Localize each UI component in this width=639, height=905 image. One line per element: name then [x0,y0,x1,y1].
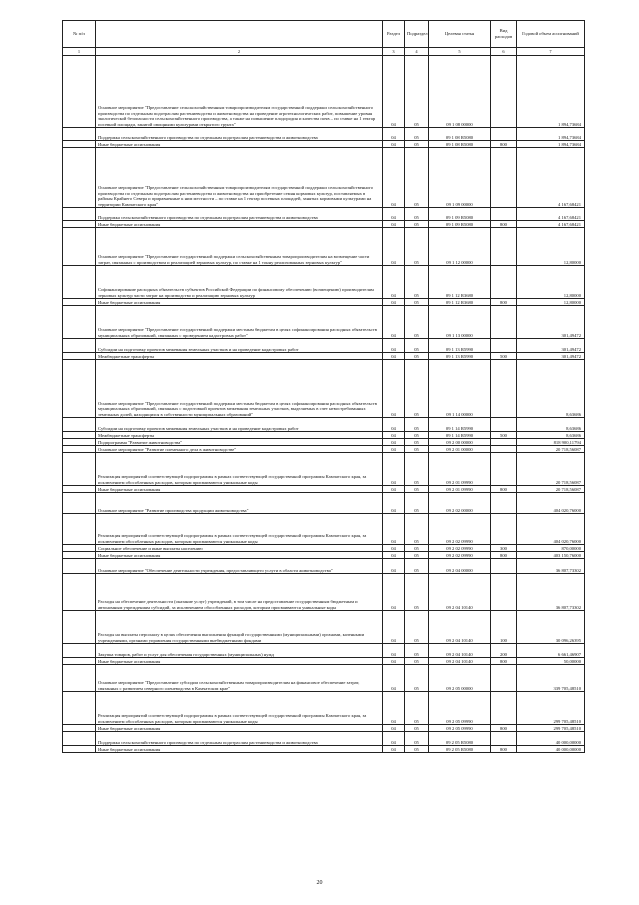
cell-num [63,418,96,432]
table-row [63,128,585,141]
cell-expense-type: 800 [491,299,517,306]
cell-podrazdel: 05 [405,692,429,725]
table-row [63,439,585,446]
cell-expense-type [491,493,517,514]
table-row [63,266,585,299]
cell-podrazdel: 05 [405,128,429,141]
cell-target: 09 1 14 R5990 [429,432,491,439]
cell-target: 09 1 13 00000 [429,306,491,339]
cell-target: 09 1 12 R3680 [429,299,491,306]
cell-name: Иные бюджетные ассигнования [96,552,383,559]
cell-annual: 50,00000 [517,658,585,665]
cell-annual: 20 718,56087 [517,486,585,493]
table-row [63,299,585,306]
cell-name: Основное мероприятие "Предоставление государственной поддержки сельскохозяйственным товаропроизводителям на возмещение части затрат, связанных с производством и реализацией зерновых культур, по ставке на 1 тонну реализованных зерновых культур" [96,228,383,266]
table-row [63,56,585,128]
cell-podrazdel: 05 [405,644,429,658]
cell-razdel: 04 [383,658,405,665]
table-row [63,141,585,148]
cell-annual: 299 705,48510 [517,692,585,725]
header-name [96,21,383,48]
cell-expense-type [491,228,517,266]
cell-name: Поддержка сельскохозяйственного производства по отдельным подотраслям растениеводства и животноводства [96,128,383,141]
header-expense-type: Вид расходов [491,21,517,48]
cell-expense-type [491,128,517,141]
cell-name: Основное мероприятие "Обеспечение деятельности учреждения, предоставляющего услуги в области животноводства" [96,559,383,574]
cell-name: Подпрограмма "Развитие животноводства" [96,439,383,446]
cell-name: Поддержка сельскохозяйственного производства по отдельным подотраслям растениеводства и животноводства [96,732,383,746]
cell-expense-type: 800 [491,658,517,665]
cell-podrazdel: 05 [405,418,429,432]
cell-num [63,360,96,418]
cell-annual: 1 894,73684 [517,56,585,128]
table-row [63,446,585,453]
cell-podrazdel: 05 [405,360,429,418]
cell-target: 09 2 04 00000 [429,559,491,574]
cell-razdel: 04 [383,692,405,725]
cell-expense-type [491,208,517,221]
cell-target: 09 1 08 00000 [429,56,491,128]
cell-target: 09 1 09 R5080 [429,221,491,228]
cell-annual: 6 661,46907 [517,644,585,658]
cell-podrazdel: 05 [405,725,429,732]
cell-num [63,611,96,644]
cell-podrazdel: 05 [405,353,429,360]
column-number: 7 [517,48,585,56]
cell-expense-type: 800 [491,221,517,228]
cell-target: 09 1 08 R5080 [429,128,491,141]
table-row [63,306,585,339]
cell-razdel: 04 [383,644,405,658]
budget-table-sheet [62,20,584,753]
cell-name: Реализация мероприятий соответствующей подпрограммы в рамках соответствующей государственной программы Камчатского края, за исключением обособленных расходов, которым присваиваются уникальные коды [96,692,383,725]
cell-expense-type [491,574,517,611]
cell-expense-type: 800 [491,746,517,753]
cell-razdel: 04 [383,439,405,446]
cell-annual: 404 020,76000 [517,514,585,545]
cell-name: Основное мероприятие "Предоставление сельскохозяйственным товаропроизводителям государственной поддержки сельскохозяйственного производства по отдельным подотраслям растениеводства и животноводства на приобретение семян кормовых культур, поставляемых в районы Крайнего Севера и приравненные к ним местности – по ставке на 1 гектар посевных площадей, занятых кормовыми культурами на территории Камчатского края" [96,148,383,208]
cell-expense-type [491,418,517,432]
cell-razdel: 04 [383,493,405,514]
cell-podrazdel: 05 [405,493,429,514]
cell-podrazdel: 05 [405,665,429,692]
cell-razdel: 04 [383,141,405,148]
cell-podrazdel: 05 [405,552,429,559]
cell-podrazdel: 05 [405,514,429,545]
cell-razdel: 04 [383,266,405,299]
cell-annual: 339 705,48510 [517,665,585,692]
cell-expense-type: 100 [491,611,517,644]
cell-expense-type [491,692,517,725]
cell-podrazdel: 05 [405,732,429,746]
cell-annual: 1 894,73684 [517,128,585,141]
cell-podrazdel: 05 [405,306,429,339]
cell-target: 09 2 05 09990 [429,725,491,732]
cell-razdel: 04 [383,128,405,141]
cell-target: 09 1 08 R5080 [429,141,491,148]
cell-annual: 20 718,56087 [517,453,585,486]
cell-num [63,665,96,692]
table-row [63,493,585,514]
cell-name: Субсидии на подготовку проектов межевания земельных участков и на проведение кадастровых работ [96,339,383,353]
cell-razdel: 04 [383,56,405,128]
cell-annual: 40 000,00000 [517,746,585,753]
cell-podrazdel: 05 [405,545,429,552]
cell-num [63,141,96,148]
cell-num [63,128,96,141]
cell-annual: 12,80000 [517,266,585,299]
cell-expense-type: 800 [491,552,517,559]
cell-annual: 12,80000 [517,299,585,306]
cell-podrazdel: 05 [405,339,429,353]
page-number: 20 [316,880,323,886]
cell-target: 09 2 02 00000 [429,493,491,514]
cell-target: 09 2 05 00000 [429,665,491,692]
cell-name: Расходы на выплаты персоналу в целях обеспечения выполнения функций государственными (муниципальными) органами, казенными учреждениями, органами управления государственными внебюджетными фондами [96,611,383,644]
cell-name: Основное мероприятие "Развитие производства продукции животноводства" [96,493,383,514]
cell-name: Основное мероприятие "Развитие племенного дела в животноводстве" [96,446,383,453]
cell-target: 09 2 05 09990 [429,692,491,725]
cell-expense-type [491,559,517,574]
table-row [63,552,585,559]
table-header-row [63,21,585,48]
table-row [63,658,585,665]
cell-num [63,439,96,446]
cell-target: 09 2 02 09990 [429,545,491,552]
cell-annual: 4 167,68421 [517,148,585,208]
cell-expense-type [491,306,517,339]
cell-target: 09 2 04 10140 [429,574,491,611]
cell-annual: 8,63686 [517,360,585,418]
cell-razdel: 04 [383,148,405,208]
cell-target: 09 1 09 R5080 [429,208,491,221]
cell-razdel: 04 [383,432,405,439]
cell-num [63,559,96,574]
cell-target: 09 2 01 09990 [429,486,491,493]
cell-annual: 299 705,48510 [517,725,585,732]
cell-name: Иные бюджетные ассигнования [96,725,383,732]
table-row [63,644,585,658]
cell-num [63,644,96,658]
cell-razdel: 04 [383,418,405,432]
cell-podrazdel: 05 [405,221,429,228]
cell-annual: 36 807,73302 [517,574,585,611]
column-number: 5 [429,48,491,56]
column-number: 6 [491,48,517,56]
cell-name: Иные бюджетные ассигнования [96,221,383,228]
cell-podrazdel: 05 [405,56,429,128]
table-row [63,453,585,486]
cell-podrazdel: 05 [405,299,429,306]
cell-num [63,725,96,732]
table-row [63,611,585,644]
cell-name: Иные бюджетные ассигнования [96,746,383,753]
table-row [63,692,585,725]
cell-target: 09 1 14 R5990 [429,418,491,432]
cell-name: Субсидии на подготовку проектов межевания земельных участков и на проведение кадастровых работ [96,418,383,432]
cell-razdel: 04 [383,559,405,574]
cell-name: Иные бюджетные ассигнования [96,486,383,493]
cell-expense-type: 500 [491,353,517,360]
cell-target: 09 2 04 10140 [429,611,491,644]
cell-expense-type: 500 [491,432,517,439]
cell-name: Иные бюджетные ассигнования [96,299,383,306]
cell-num [63,208,96,221]
cell-num [63,732,96,746]
cell-target: 09 1 12 R3680 [429,266,491,299]
cell-num [63,353,96,360]
cell-annual: 403 150,76000 [517,552,585,559]
cell-razdel: 04 [383,446,405,453]
cell-razdel: 04 [383,746,405,753]
cell-name: Основное мероприятие "Предоставление субсидии сельскохозяйственным товаропроизводителям на финансовое обеспечение затрат, связанных с развитием северного оленеводства в Камчатском крае" [96,665,383,692]
cell-name: Иные бюджетные ассигнования [96,658,383,665]
cell-razdel: 04 [383,725,405,732]
cell-target: 09 1 12 00000 [429,228,491,266]
cell-expense-type [491,266,517,299]
cell-razdel: 04 [383,611,405,644]
table-row [63,545,585,552]
cell-annual: 301,49472 [517,306,585,339]
cell-num [63,552,96,559]
cell-expense-type [491,446,517,453]
cell-razdel: 04 [383,514,405,545]
table-row [63,514,585,545]
cell-razdel: 04 [383,339,405,353]
cell-target: 09 2 00 00000 [429,439,491,446]
cell-num [63,306,96,339]
cell-target: 09 1 09 00000 [429,148,491,208]
cell-name: Поддержка сельскохозяйственного производства по отдельным подотраслям растениеводства и животноводства [96,208,383,221]
cell-num [63,486,96,493]
header-podrazdel: Подраздел [405,21,429,48]
cell-annual: 12,80000 [517,228,585,266]
cell-target: 09 2 01 00000 [429,446,491,453]
cell-expense-type [491,453,517,486]
cell-expense-type: 300 [491,545,517,552]
cell-num [63,493,96,514]
cell-razdel: 04 [383,665,405,692]
cell-num [63,339,96,353]
cell-podrazdel: 05 [405,559,429,574]
table-row [63,148,585,208]
cell-num [63,658,96,665]
cell-num [63,453,96,486]
cell-num [63,266,96,299]
header-num: № п/п [63,21,96,48]
column-number: 3 [383,48,405,56]
cell-num [63,574,96,611]
table-row [63,725,585,732]
cell-annual: 301,49472 [517,339,585,353]
table-row [63,732,585,746]
table-row [63,221,585,228]
cell-razdel: 04 [383,732,405,746]
header-target: Целевая статья [429,21,491,48]
cell-target: 09 1 13 R5990 [429,353,491,360]
table-row [63,360,585,418]
header-razdel: Раздел [383,21,405,48]
table-row [63,432,585,439]
cell-num [63,299,96,306]
table-row [63,574,585,611]
cell-razdel: 04 [383,360,405,418]
budget-table [62,20,585,753]
cell-expense-type [491,339,517,353]
cell-annual: 870,00000 [517,545,585,552]
cell-razdel: 04 [383,545,405,552]
cell-expense-type [491,732,517,746]
cell-annual: 4 167,68421 [517,221,585,228]
cell-podrazdel: 05 [405,611,429,644]
cell-name: Иные бюджетные ассигнования [96,141,383,148]
cell-annual: 4 167,68421 [517,208,585,221]
cell-razdel: 04 [383,299,405,306]
cell-target: 09 2 02 09990 [429,552,491,559]
cell-target: 09 2 01 09990 [429,453,491,486]
cell-annual: 8,63686 [517,418,585,432]
cell-name: Межбюджетные трансферты [96,432,383,439]
cell-podrazdel: 05 [405,228,429,266]
cell-podrazdel: 05 [405,266,429,299]
cell-num [63,446,96,453]
table-row [63,339,585,353]
table-body [63,56,585,753]
cell-num [63,148,96,208]
cell-name: Основное мероприятие "Предоставление государственной поддержки местным бюджетам в целях софинансирования расходных обязательств муниципальных образований, связанных с подготовкой проектов межевания земельных участков, выделяемых в счет невостребованных земельных долей, находящихся в собственности муниципальных образований" [96,360,383,418]
table-row [63,353,585,360]
table-row [63,746,585,753]
cell-annual: 818 900,11794 [517,439,585,446]
cell-annual: 301,49472 [517,353,585,360]
cell-name: Основное мероприятие "Предоставление государственной поддержки местным бюджетам в целях софинансирования расходных обязательств муниципальных образований, связанных с проведением кадастровых работ" [96,306,383,339]
cell-podrazdel: 05 [405,141,429,148]
cell-name: Основное мероприятие "Предоставление сельскохозяйственным товаропроизводителям государственной поддержки сельскохозяйственного производства по отдельным подотраслям растениеводства и животноводства на проведение агротехнологических работ, повышение уровня экологической безопасности сельскохозяйственного производства, а также на повышение плодородия и качества почв – по ставке на 1 гектар посевной площади, занятой овощными культурами открытого грунта" [96,56,383,128]
cell-razdel: 04 [383,486,405,493]
cell-annual: 1 894,73684 [517,141,585,148]
cell-expense-type [491,439,517,446]
cell-target: 09 1 14 00000 [429,360,491,418]
cell-podrazdel: 05 [405,574,429,611]
column-number: 1 [63,48,96,56]
cell-razdel: 04 [383,552,405,559]
cell-num [63,432,96,439]
cell-target: 09 2 05 R5080 [429,732,491,746]
table-row [63,665,585,692]
cell-expense-type [491,514,517,545]
cell-annual: 36 807,73302 [517,559,585,574]
cell-target: 09 1 13 R5990 [429,339,491,353]
cell-name: Межбюджетные трансферты [96,353,383,360]
cell-razdel: 04 [383,574,405,611]
cell-name: Социальное обеспечение и иные выплаты населению [96,545,383,552]
cell-name: Софинансирование расходных обязательств субъектов Российской Федерации по финансовому обеспечению (возмещению) производителям зерновых культур части затрат на производство и реализацию зерновых культур [96,266,383,299]
cell-expense-type [491,665,517,692]
cell-num [63,221,96,228]
table-row [63,559,585,574]
table-row [63,418,585,432]
header-annual: Годовой объем ассигнований [517,21,585,48]
cell-annual: 8,63686 [517,432,585,439]
cell-name: Реализация мероприятий соответствующей подпрограммы в рамках соответствующей государственной программы Камчатского края, за исключением обособленных расходов, которым присваиваются уникальные коды [96,514,383,545]
table-row [63,486,585,493]
cell-name: Реализация мероприятий соответствующей подпрограммы в рамках соответствующей государственной программы Камчатского края, за исключением обособленных расходов, которым присваиваются уникальные коды [96,453,383,486]
cell-podrazdel: 05 [405,453,429,486]
cell-podrazdel: 05 [405,486,429,493]
cell-razdel: 04 [383,228,405,266]
cell-expense-type [491,360,517,418]
cell-name: Расходы на обеспечение деятельности (оказание услуг) учреждений, в том числе на предоставление государственным бюджетным и автономным учреждениям субсидий, за исключением обособленных расходов, которым присваиваются уникальные коды [96,574,383,611]
cell-expense-type: 800 [491,486,517,493]
cell-num [63,56,96,128]
table-row [63,208,585,221]
cell-podrazdel: 05 [405,148,429,208]
cell-annual: 30 096,26395 [517,611,585,644]
cell-razdel: 04 [383,306,405,339]
cell-num [63,692,96,725]
column-number-row [63,48,585,56]
cell-podrazdel: 05 [405,746,429,753]
cell-expense-type [491,148,517,208]
column-number: 4 [405,48,429,56]
cell-target: 09 2 02 09990 [429,514,491,545]
cell-name: Закупка товаров, работ и услуг для обеспечения государственных (муниципальных) нужд [96,644,383,658]
cell-annual: 40 000,00000 [517,732,585,746]
table-row [63,228,585,266]
cell-expense-type: 800 [491,725,517,732]
cell-podrazdel: 05 [405,439,429,446]
cell-expense-type: 200 [491,644,517,658]
cell-target: 09 2 04 10140 [429,658,491,665]
cell-razdel: 04 [383,208,405,221]
cell-num [63,514,96,545]
cell-num [63,228,96,266]
cell-target: 09 2 05 R5080 [429,746,491,753]
cell-razdel: 04 [383,221,405,228]
cell-razdel: 04 [383,453,405,486]
cell-annual: 404 020,76000 [517,493,585,514]
cell-annual: 20 718,56087 [517,446,585,453]
cell-expense-type: 800 [491,141,517,148]
cell-podrazdel: 05 [405,432,429,439]
cell-target: 09 2 04 10140 [429,644,491,658]
cell-num [63,746,96,753]
cell-podrazdel: 05 [405,446,429,453]
cell-podrazdel: 05 [405,208,429,221]
cell-expense-type [491,56,517,128]
cell-podrazdel: 05 [405,658,429,665]
column-number: 2 [96,48,383,56]
cell-num [63,545,96,552]
cell-razdel: 04 [383,353,405,360]
